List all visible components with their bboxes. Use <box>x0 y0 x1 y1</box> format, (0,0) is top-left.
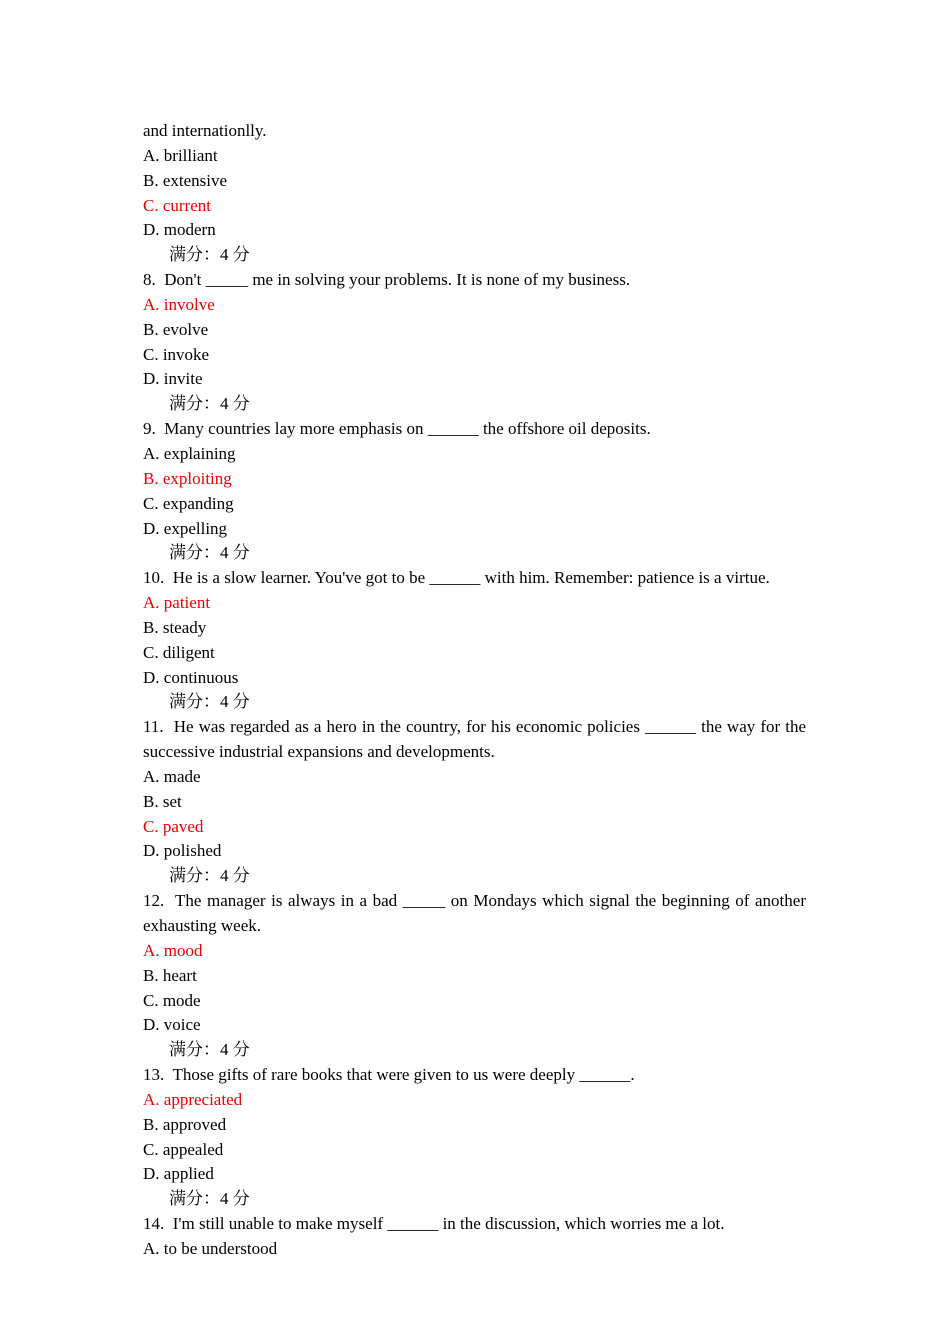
question-block <box>143 1212 806 1262</box>
option-b: B. exploiting <box>143 468 232 488</box>
score-line: 满分：4 分 <box>169 866 250 886</box>
option-d: D. continuous <box>143 667 239 687</box>
option-c: C. invoke <box>143 344 210 364</box>
option-a: A. to be understood <box>143 1238 278 1258</box>
option-c: C. current <box>143 195 211 215</box>
option-a: A. involve <box>143 294 215 314</box>
score-line: 满分：4 分 <box>169 1189 250 1209</box>
option-b: B. extensive <box>143 170 228 190</box>
option-b: B. set <box>143 791 182 811</box>
option-d: D. polished <box>143 841 222 861</box>
question-text: 13. Those gifts of rare books that were given to us were deeply ______. <box>143 1065 635 1085</box>
option-c: C. mode <box>143 990 201 1010</box>
option-c: C. diligent <box>143 642 215 662</box>
option-a: A. made <box>143 766 201 786</box>
question-text: and internationlly. <box>143 121 267 140</box>
option-d: D. applied <box>143 1164 214 1184</box>
option-a: A. patient <box>143 593 211 613</box>
option-a: A. explaining <box>143 443 236 463</box>
option-a: A. appreciated <box>143 1089 243 1109</box>
option-b: B. approved <box>143 1114 227 1134</box>
option-b: B. heart <box>143 965 197 985</box>
option-c: C. expanding <box>143 493 234 513</box>
option-d: D. voice <box>143 1015 201 1035</box>
question-text: 9. Many countries lay more emphasis on ______ the offshore oil deposits. <box>143 419 651 439</box>
option-b: B. evolve <box>143 319 209 339</box>
option-c: C. appealed <box>143 1139 224 1159</box>
question-block <box>143 1063 806 1212</box>
option-c: C. paved <box>143 816 204 836</box>
question-block <box>143 715 806 889</box>
question-text: 12. The manager is always in a bad _____ on Mondays which signal the beginning of another exhausting week. <box>143 891 806 935</box>
score-line: 满分：4 分 <box>169 543 250 563</box>
option-a: A. mood <box>143 940 203 960</box>
question-block <box>143 889 806 1063</box>
question-block <box>143 268 806 417</box>
question-text: 10. He is a slow learner. You've got to be ______ with him. Remember: patience is a virtue. <box>143 568 770 588</box>
question-block <box>143 566 806 715</box>
option-d: D. modern <box>143 220 216 240</box>
score-line: 满分：4 分 <box>169 394 250 414</box>
question-text: 8. Don't _____ me in solving your problems. It is none of my business. <box>143 270 631 290</box>
question-text: 11. He was regarded as a hero in the country, for his economic policies ______ the way for the successive industrial expansions and developments. <box>143 717 806 762</box>
score-line: 满分：4 分 <box>169 692 250 712</box>
question-block <box>143 417 806 566</box>
question-text: 14. I'm still unable to make myself ______ in the discussion, which worries me a lot. <box>143 1214 725 1234</box>
score-line: 满分：4 分 <box>169 1040 250 1060</box>
option-a: A. brilliant <box>143 145 218 165</box>
quiz-content <box>143 119 806 1262</box>
option-d: D. invite <box>143 369 203 389</box>
option-d: D. expelling <box>143 518 228 538</box>
score-line: 满分：4 分 <box>169 245 250 265</box>
option-b: B. steady <box>143 617 207 637</box>
question-block <box>143 119 806 268</box>
